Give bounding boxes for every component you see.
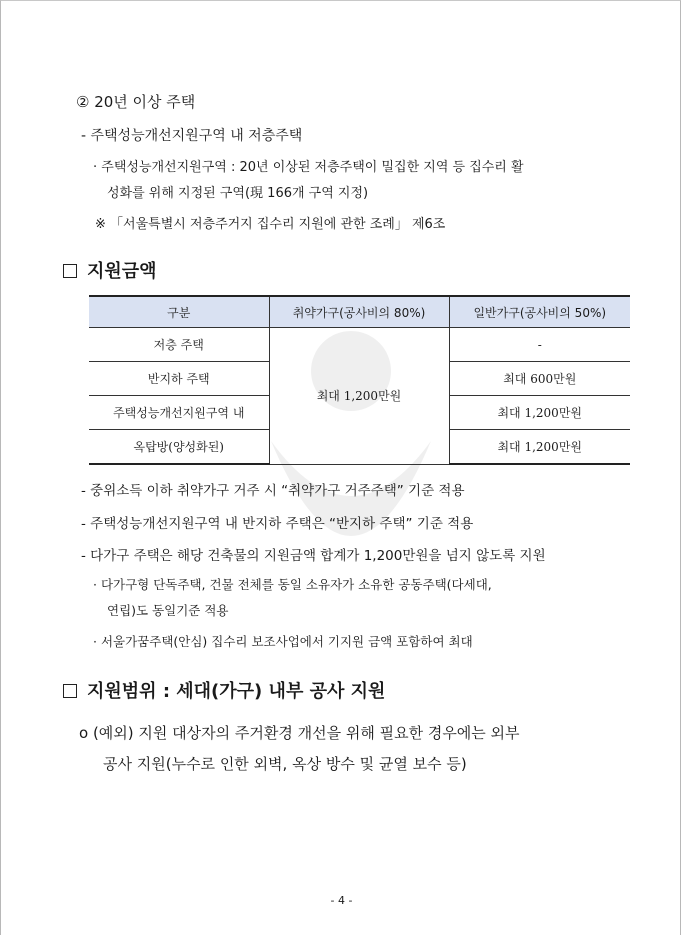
checkbox-square-icon: [63, 684, 77, 698]
section-scope-title: 지원범위 : 세대(가구) 내부 공사 지원: [87, 681, 386, 702]
dot-item-line1: · 주택성능개선지원구역 : 20년 이상된 저층주택이 밀집한 지역 등 집수리 활: [93, 160, 524, 175]
section-scope-heading: [63, 677, 385, 703]
cell-general: 최대 600만원: [449, 362, 630, 396]
cell-category: 옥탑방(양성화된): [89, 430, 269, 465]
funding-table: [89, 295, 630, 465]
section-funding-title: 지원금액: [87, 261, 157, 282]
cell-general: 최대 1,200만원: [449, 430, 630, 465]
dash-item: - 주택성능개선지원구역 내 저층주택: [81, 128, 303, 144]
bullet-vulnerable-rule: - 중위소득 이하 취약가구 거주 시 “취약가구 거주주택” 기준 적용: [81, 483, 465, 499]
bullet-semi-basement-rule: - 주택성능개선지원구역 내 반지하 주택은 “반지하 주택” 기준 적용: [81, 516, 474, 532]
checkbox-square-icon: [63, 264, 77, 278]
cell-vulnerable-merged: 최대 1,200만원: [269, 328, 449, 465]
cell-general: 최대 1,200만원: [449, 396, 630, 430]
sub-bullet-line2: 연립)도 동일기준 적용: [107, 603, 229, 618]
page-number: - 4 -: [330, 894, 353, 907]
table-header-row: [89, 296, 630, 328]
cell-category: 저층 주택: [89, 328, 269, 362]
dot-item-line2: 성화를 위해 지정된 구역(現 166개 구역 지정): [107, 186, 369, 201]
section-funding-heading: [63, 257, 157, 283]
sub-bullet-line1: · 다가구형 단독주택, 건물 전체를 동일 소유자가 소유한 공동주택(다세대,: [93, 577, 492, 592]
cell-category: 주택성능개선지원구역 내: [89, 396, 269, 430]
scope-item-line1: o (예외) 지원 대상자의 주거환경 개선을 위해 필요한 경우에는 외부: [79, 724, 520, 742]
ordinance-note: ※ 「서울특별시 저층주거지 집수리 지원에 관한 조례」 제6조: [95, 217, 446, 232]
header-vulnerable: 취약가구(공사비의 80%): [269, 296, 449, 328]
scope-item-line2: 공사 지원(누수로 인한 외벽, 옥상 방수 및 균열 보수 등): [103, 755, 467, 773]
circled-heading: ② 20년 이상 주택: [76, 93, 196, 111]
table-row: [89, 328, 630, 362]
cell-general: -: [449, 328, 630, 362]
bullet-multi-family-rule: - 다가구 주택은 해당 건축물의 지원금액 합계가 1,200만원을 넘지 않도록 지원: [81, 548, 546, 564]
sub-bullet-seoul-program: · 서울가꿈주택(안심) 집수리 보조사업에서 기지원 금액 포함하여 최대: [93, 634, 473, 649]
cell-category: 반지하 주택: [89, 362, 269, 396]
header-general: 일반가구(공사비의 50%): [449, 296, 630, 328]
header-category: 구분: [89, 296, 269, 328]
